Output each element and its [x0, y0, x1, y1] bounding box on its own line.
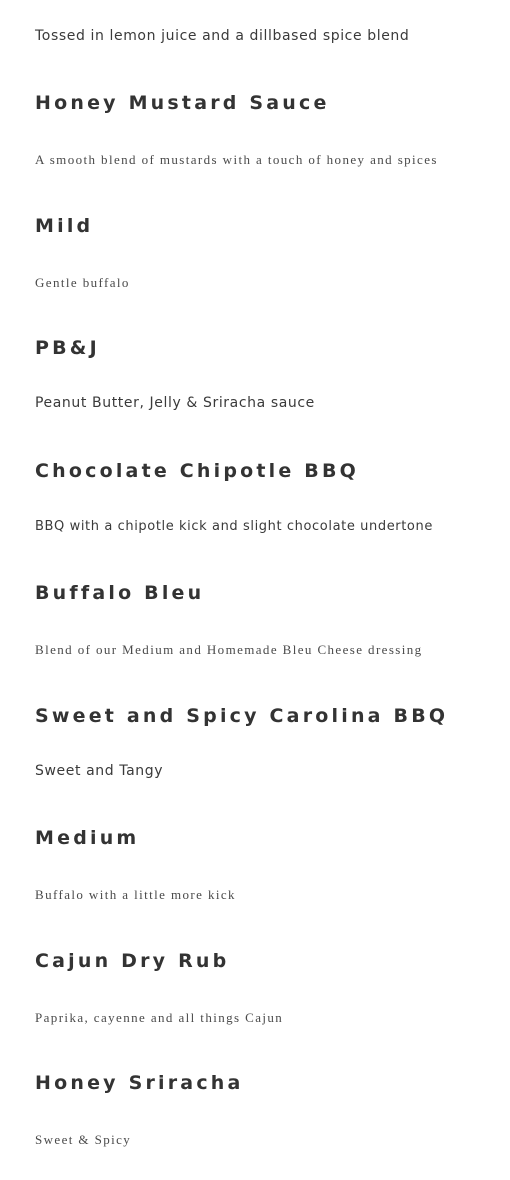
item-title: Honey Mustard Sauce: [35, 92, 330, 114]
item-description: Buffalo with a little more kick: [35, 887, 236, 902]
item-description: A smooth blend of mustards with a touch of honey and spices: [35, 152, 438, 167]
item-title: Buffalo Bleu: [35, 582, 205, 604]
item-description: Paprika, cayenne and all things Cajun: [35, 1010, 284, 1025]
item-description: Blend of our Medium and Homemade Bleu Cheese dressing: [35, 642, 423, 657]
item-title: PB&J: [35, 337, 100, 359]
item-title: Mild: [35, 215, 94, 237]
item-description: Peanut Butter, Jelly & Sriracha sauce: [35, 395, 315, 411]
item-description: BBQ with a chipotle kick and slight chocolate undertone: [35, 519, 433, 534]
item-description: Sweet & Spicy: [35, 1132, 132, 1147]
item-title: Medium: [35, 827, 140, 849]
item-title: Chocolate Chipotle BBQ: [35, 460, 360, 482]
item-description: Gentle buffalo: [35, 275, 130, 290]
item-description: Sweet and Tangy: [35, 763, 164, 779]
item-title: Honey Sriracha: [35, 1072, 244, 1094]
item-title: Sweet and Spicy Carolina BBQ: [35, 705, 449, 727]
item-title: Cajun Dry Rub: [35, 950, 230, 972]
item-description: Tossed in lemon juice and a dillbased spice blend: [35, 28, 410, 44]
